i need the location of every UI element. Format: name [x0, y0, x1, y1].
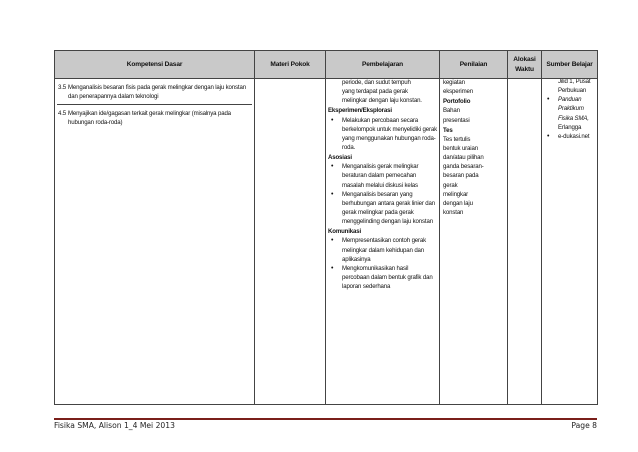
kd-item	[57, 104, 252, 130]
alokasi-waktu-cell	[508, 79, 542, 405]
sumber-belajar-cell	[542, 79, 598, 405]
sumber-item-italic: Panduan Praktikum Fisika SMA,	[558, 96, 589, 122]
list-item	[544, 95, 595, 132]
kd-text: Menganalisis besaran fisis pada gerak melingkar dengan laju konstan dan penerapannya dalam teknologi	[68, 84, 246, 101]
penilaian-line: Tes tertulis	[443, 135, 471, 143]
section-title-asosiasi: Asosiasi	[328, 154, 352, 162]
table-row	[55, 79, 598, 405]
sumber-item-plain: Erlangga	[558, 123, 582, 131]
penilaian-line: konstan	[443, 208, 464, 216]
kd-item	[57, 79, 252, 104]
list-item: • Menganalisis gerak melingkar beraturan dalam pemecahan masalah melalui diskusi kelas	[328, 162, 437, 189]
penilaian-tes-title: Tes	[443, 126, 453, 134]
penilaian-line: dengan laju	[443, 199, 473, 207]
kd-number: 4.5	[58, 110, 67, 118]
eksperimen-list	[328, 116, 437, 153]
sumber-line: Jilid 1, Pusat	[558, 78, 591, 85]
penilaian-line: eksperimen	[443, 88, 473, 96]
penilaian-line: gerak	[443, 181, 458, 189]
sumber-line: Perbukuan	[558, 87, 587, 95]
penilaian-line: presentasi	[443, 116, 470, 124]
penilaian-line: besaran pada	[443, 172, 479, 180]
footer-rule	[54, 418, 597, 420]
pembelajaran-cell	[326, 79, 440, 405]
list-item: • Mengkomunikasikan hasil percobaan dalam bentuk grafik dan laporan sederhana	[328, 264, 437, 291]
header-kompetensi-dasar: Kompetensi Dasar	[55, 51, 255, 79]
list-item: • e-dukasi.net	[544, 132, 595, 141]
penilaian-cell	[440, 79, 508, 405]
header-sumber-belajar: Sumber Belajar	[542, 51, 598, 79]
pembelajaran-intro-line: melingkar dengan laju konstan.	[342, 97, 422, 105]
sumber-list	[544, 95, 595, 141]
penilaian-line: dan/atau pilihan	[443, 154, 484, 162]
kd-number: 3.5	[58, 84, 67, 91]
penilaian-line: kegiatan	[443, 79, 465, 86]
header-pembelajaran: Pembelajaran	[326, 51, 440, 79]
materi-pokok-cell	[255, 79, 326, 405]
penilaian-line: Bahan	[443, 107, 460, 115]
list-item: • Melakukan percobaan secara berkelompok untuk menyelidiki gerak yang menggunakan hubungan roda-roda.	[328, 116, 437, 153]
pembelajaran-intro-line: yang terdapat pada gerak	[342, 88, 408, 96]
section-title-komunikasi: Komunikasi	[328, 228, 362, 236]
syllabus-table	[54, 50, 598, 405]
penilaian-line: ganda besaran-	[443, 163, 484, 171]
asosiasi-list	[328, 162, 437, 226]
penilaian-line: melingkar	[443, 190, 469, 198]
table-header-row	[55, 51, 598, 79]
penilaian-portofolio-title: Portofolio	[443, 98, 471, 106]
page-number: Page 8	[571, 421, 597, 430]
kd-cell	[55, 79, 255, 405]
list-item: • Mempresentasikan contoh gerak melingkar dalam kehidupan dan aplikasinya	[328, 236, 437, 263]
footer-left-text: Fisika SMA, Alison 1_4 Mei 2013	[54, 421, 175, 430]
kd-text: Menyajikan ide/gagasan terkait gerak melingkar (misalnya pada hubungan roda-roda)	[68, 110, 231, 127]
komunikasi-list	[328, 236, 437, 291]
page-footer	[54, 421, 597, 430]
header-alokasi-waktu: Alokasi Waktu	[508, 51, 542, 79]
pembelajaran-intro-line: periode, dan sudut tempuh	[342, 79, 411, 86]
list-item: • Menganalisis besaran yang berhubungan antara gerak linier dan gerak melingkar pada gerak menggelinding dengan laju konstan	[328, 190, 437, 227]
header-materi-pokok: Materi Pokok	[255, 51, 326, 79]
header-penilaian: Penilaian	[440, 51, 508, 79]
penilaian-line: bentuk uraian	[443, 144, 478, 152]
section-title-eksperimen: Eksperimen/Eksplorasi	[328, 107, 392, 115]
